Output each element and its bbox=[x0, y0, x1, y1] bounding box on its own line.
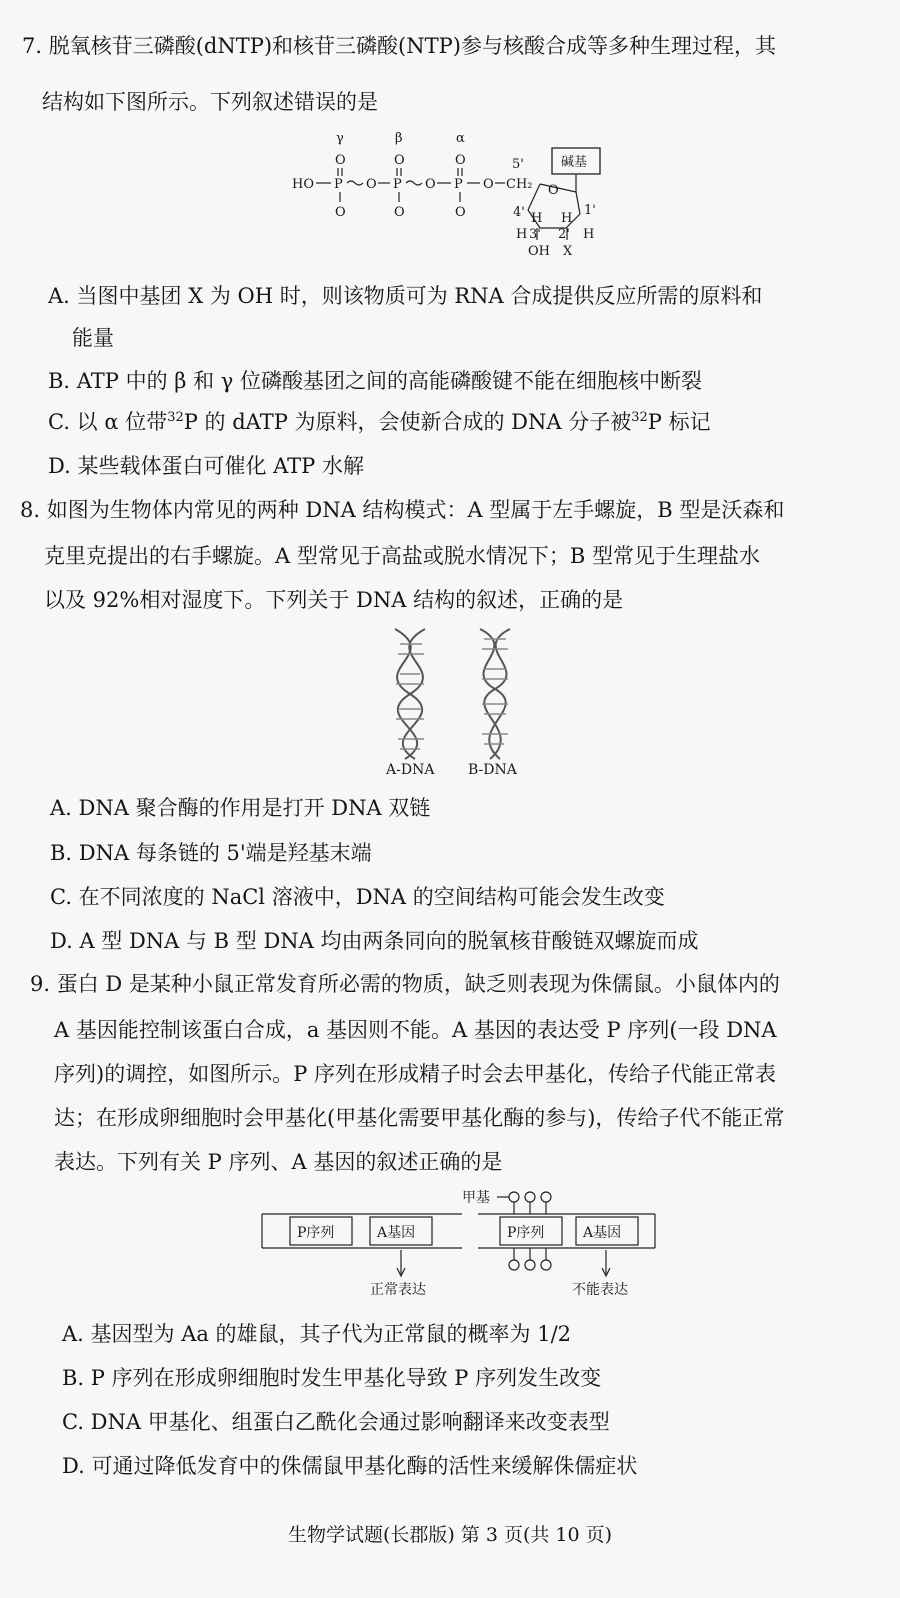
c3-label: 3' bbox=[529, 227, 541, 242]
a-gene-label-methylated: A基因 bbox=[583, 1225, 622, 1241]
no-expression-label: 不能表达 bbox=[572, 1282, 628, 1298]
oxygen-label: O bbox=[335, 153, 346, 168]
q8-stem-line3: 以及 92%相对湿度下。下列关于 DNA 结构的叙述，正确的是 bbox=[44, 588, 624, 612]
x-label: X bbox=[563, 244, 573, 259]
oxygen-label: O bbox=[394, 153, 405, 168]
h-label: H bbox=[583, 227, 595, 242]
oxygen-label: O bbox=[483, 177, 494, 192]
q9-stem-line5: 表达。下列有关 P 序列、A 基因的叙述正确的是 bbox=[54, 1150, 503, 1174]
q8-option-a: A. DNA 聚合酶的作用是打开 DNA 双链 bbox=[50, 796, 431, 820]
q9-option-c: C. DNA 甲基化、组蛋白乙酰化会通过影响翻译来改变表型 bbox=[62, 1410, 610, 1434]
h-label: H bbox=[516, 227, 528, 242]
isotope-superscript: 32 bbox=[631, 410, 648, 425]
oh-label: OH bbox=[528, 244, 550, 259]
ho-label: HO bbox=[292, 177, 314, 192]
c4-label: 4' bbox=[513, 205, 525, 220]
dna-helix-figure bbox=[0, 624, 900, 784]
methyl-label: 甲基 bbox=[462, 1190, 490, 1206]
alpha-label: α bbox=[456, 131, 465, 146]
phosphorus-alpha: P bbox=[454, 177, 463, 192]
dna-segment-right bbox=[478, 1192, 655, 1276]
chain-bonds bbox=[316, 181, 505, 202]
phosphorus-gamma: P bbox=[334, 177, 343, 192]
dna-segment-left bbox=[262, 1214, 462, 1276]
normal-expression-label: 正常表达 bbox=[370, 1282, 426, 1298]
q8-option-d: D. A 型 DNA 与 B 型 DNA 均由两条同向的脱氧核苷酸链双螺旋而成 bbox=[50, 929, 699, 953]
page-footer: 生物学试题(长郡版) 第 3 页(共 10 页) bbox=[287, 1524, 613, 1546]
oxygen-label: O bbox=[425, 177, 436, 192]
q7-option-a-line2: 能量 bbox=[72, 326, 114, 350]
ch2-label: CH₂ bbox=[506, 177, 533, 192]
q7-option-c-mid: P 的 dATP 为原料，会使新合成的 DNA 分子被 bbox=[183, 410, 632, 434]
beta-label: β bbox=[395, 131, 403, 146]
b-dna-label: B-DNA bbox=[468, 762, 517, 778]
isotope-superscript: 32 bbox=[167, 410, 184, 425]
c2-label: 2' bbox=[558, 227, 570, 242]
q9-option-d: D. 可通过降低发育中的侏儒鼠甲基化酶的活性来缓解侏儒症状 bbox=[62, 1454, 638, 1478]
q9-stem-line2: A 基因能控制该蛋白合成，a 基因则不能。A 基因的表达受 P 序列(一段 DNA bbox=[54, 1018, 777, 1042]
q7-option-a-line1: A. 当图中基团 X 为 OH 时，则该物质可为 RNA 合成提供反应所需的原料和 bbox=[48, 284, 763, 308]
oxygen-label: O bbox=[366, 177, 377, 192]
q9-option-b: B. P 序列在形成卵细胞时发生甲基化导致 P 序列发生改变 bbox=[62, 1366, 602, 1390]
gamma-label: γ bbox=[336, 131, 344, 146]
q7-option-b: B. ATP 中的 β 和 γ 位磷酸基团之间的高能磷酸键不能在细胞核中断裂 bbox=[48, 369, 703, 393]
q8-option-c: C. 在不同浓度的 NaCl 溶液中，DNA 的空间结构可能会发生改变 bbox=[50, 885, 665, 909]
q8-stem-line1: 8. 如图为生物体内常见的两种 DNA 结构模式：A 型属于左手螺旋，B 型是沃森和 bbox=[20, 498, 785, 522]
phosphorus-beta: P bbox=[393, 177, 402, 192]
base-label: 碱基 bbox=[561, 155, 588, 170]
h-label: H bbox=[531, 211, 543, 226]
a-gene-label: A基因 bbox=[377, 1225, 416, 1241]
ring-oxygen: O bbox=[548, 183, 559, 198]
p-sequence-label-methylated: P序列 bbox=[507, 1225, 545, 1241]
a-dna-label: A-DNA bbox=[386, 762, 435, 778]
q7-option-c-pre: C. 以 α 位带 bbox=[48, 410, 168, 434]
c1-label: 1' bbox=[584, 203, 596, 218]
q9-stem-line4: 达；在形成卵细胞时会甲基化(甲基化需要甲基化酶的参与)，传给子代不能正常 bbox=[54, 1106, 785, 1130]
q9-stem-line1: 9. 蛋白 D 是某种小鼠正常发育所必需的物质，缺乏则表现为侏儒鼠。小鼠体内的 bbox=[30, 972, 780, 996]
oxygen-label: O bbox=[455, 153, 466, 168]
q7-stem-line2: 结构如下图所示。下列叙述错误的是 bbox=[42, 90, 378, 114]
a-dna-helix bbox=[395, 629, 425, 759]
q7-option-c-post: P 标记 bbox=[647, 410, 711, 434]
q7-option-d: D. 某些载体蛋白可催化 ATP 水解 bbox=[48, 454, 364, 478]
oxygen-label: O bbox=[455, 205, 466, 220]
oxygen-label: O bbox=[335, 205, 346, 220]
p-sequence-label: P序列 bbox=[297, 1225, 335, 1241]
oxygen-label: O bbox=[394, 205, 405, 220]
q8-option-b: B. DNA 每条链的 5'端是羟基末端 bbox=[50, 841, 372, 865]
ntp-structure-figure bbox=[0, 128, 900, 278]
q9-stem-line3: 序列)的调控，如图所示。P 序列在形成精子时会去甲基化，传给子代能正常表 bbox=[54, 1062, 776, 1086]
q7-stem-line1: 7. 脱氧核苷三磷酸(dNTP)和核苷三磷酸(NTP)参与核酸合成等多种生理过程，其 bbox=[22, 34, 776, 58]
q8-stem-line2: 克里克提出的右手螺旋。A 型常见于高盐或脱水情况下；B 型常见于生理盐水 bbox=[44, 544, 760, 568]
double-bonds bbox=[338, 168, 462, 176]
q9-option-a: A. 基因型为 Aa 的雄鼠，其子代为正常鼠的概率为 1/2 bbox=[62, 1322, 572, 1346]
b-dna-helix bbox=[480, 629, 510, 759]
methylation-figure bbox=[0, 1180, 900, 1310]
c5-label: 5' bbox=[512, 157, 524, 172]
q7-option-c bbox=[48, 406, 711, 436]
h-label: H bbox=[561, 211, 573, 226]
